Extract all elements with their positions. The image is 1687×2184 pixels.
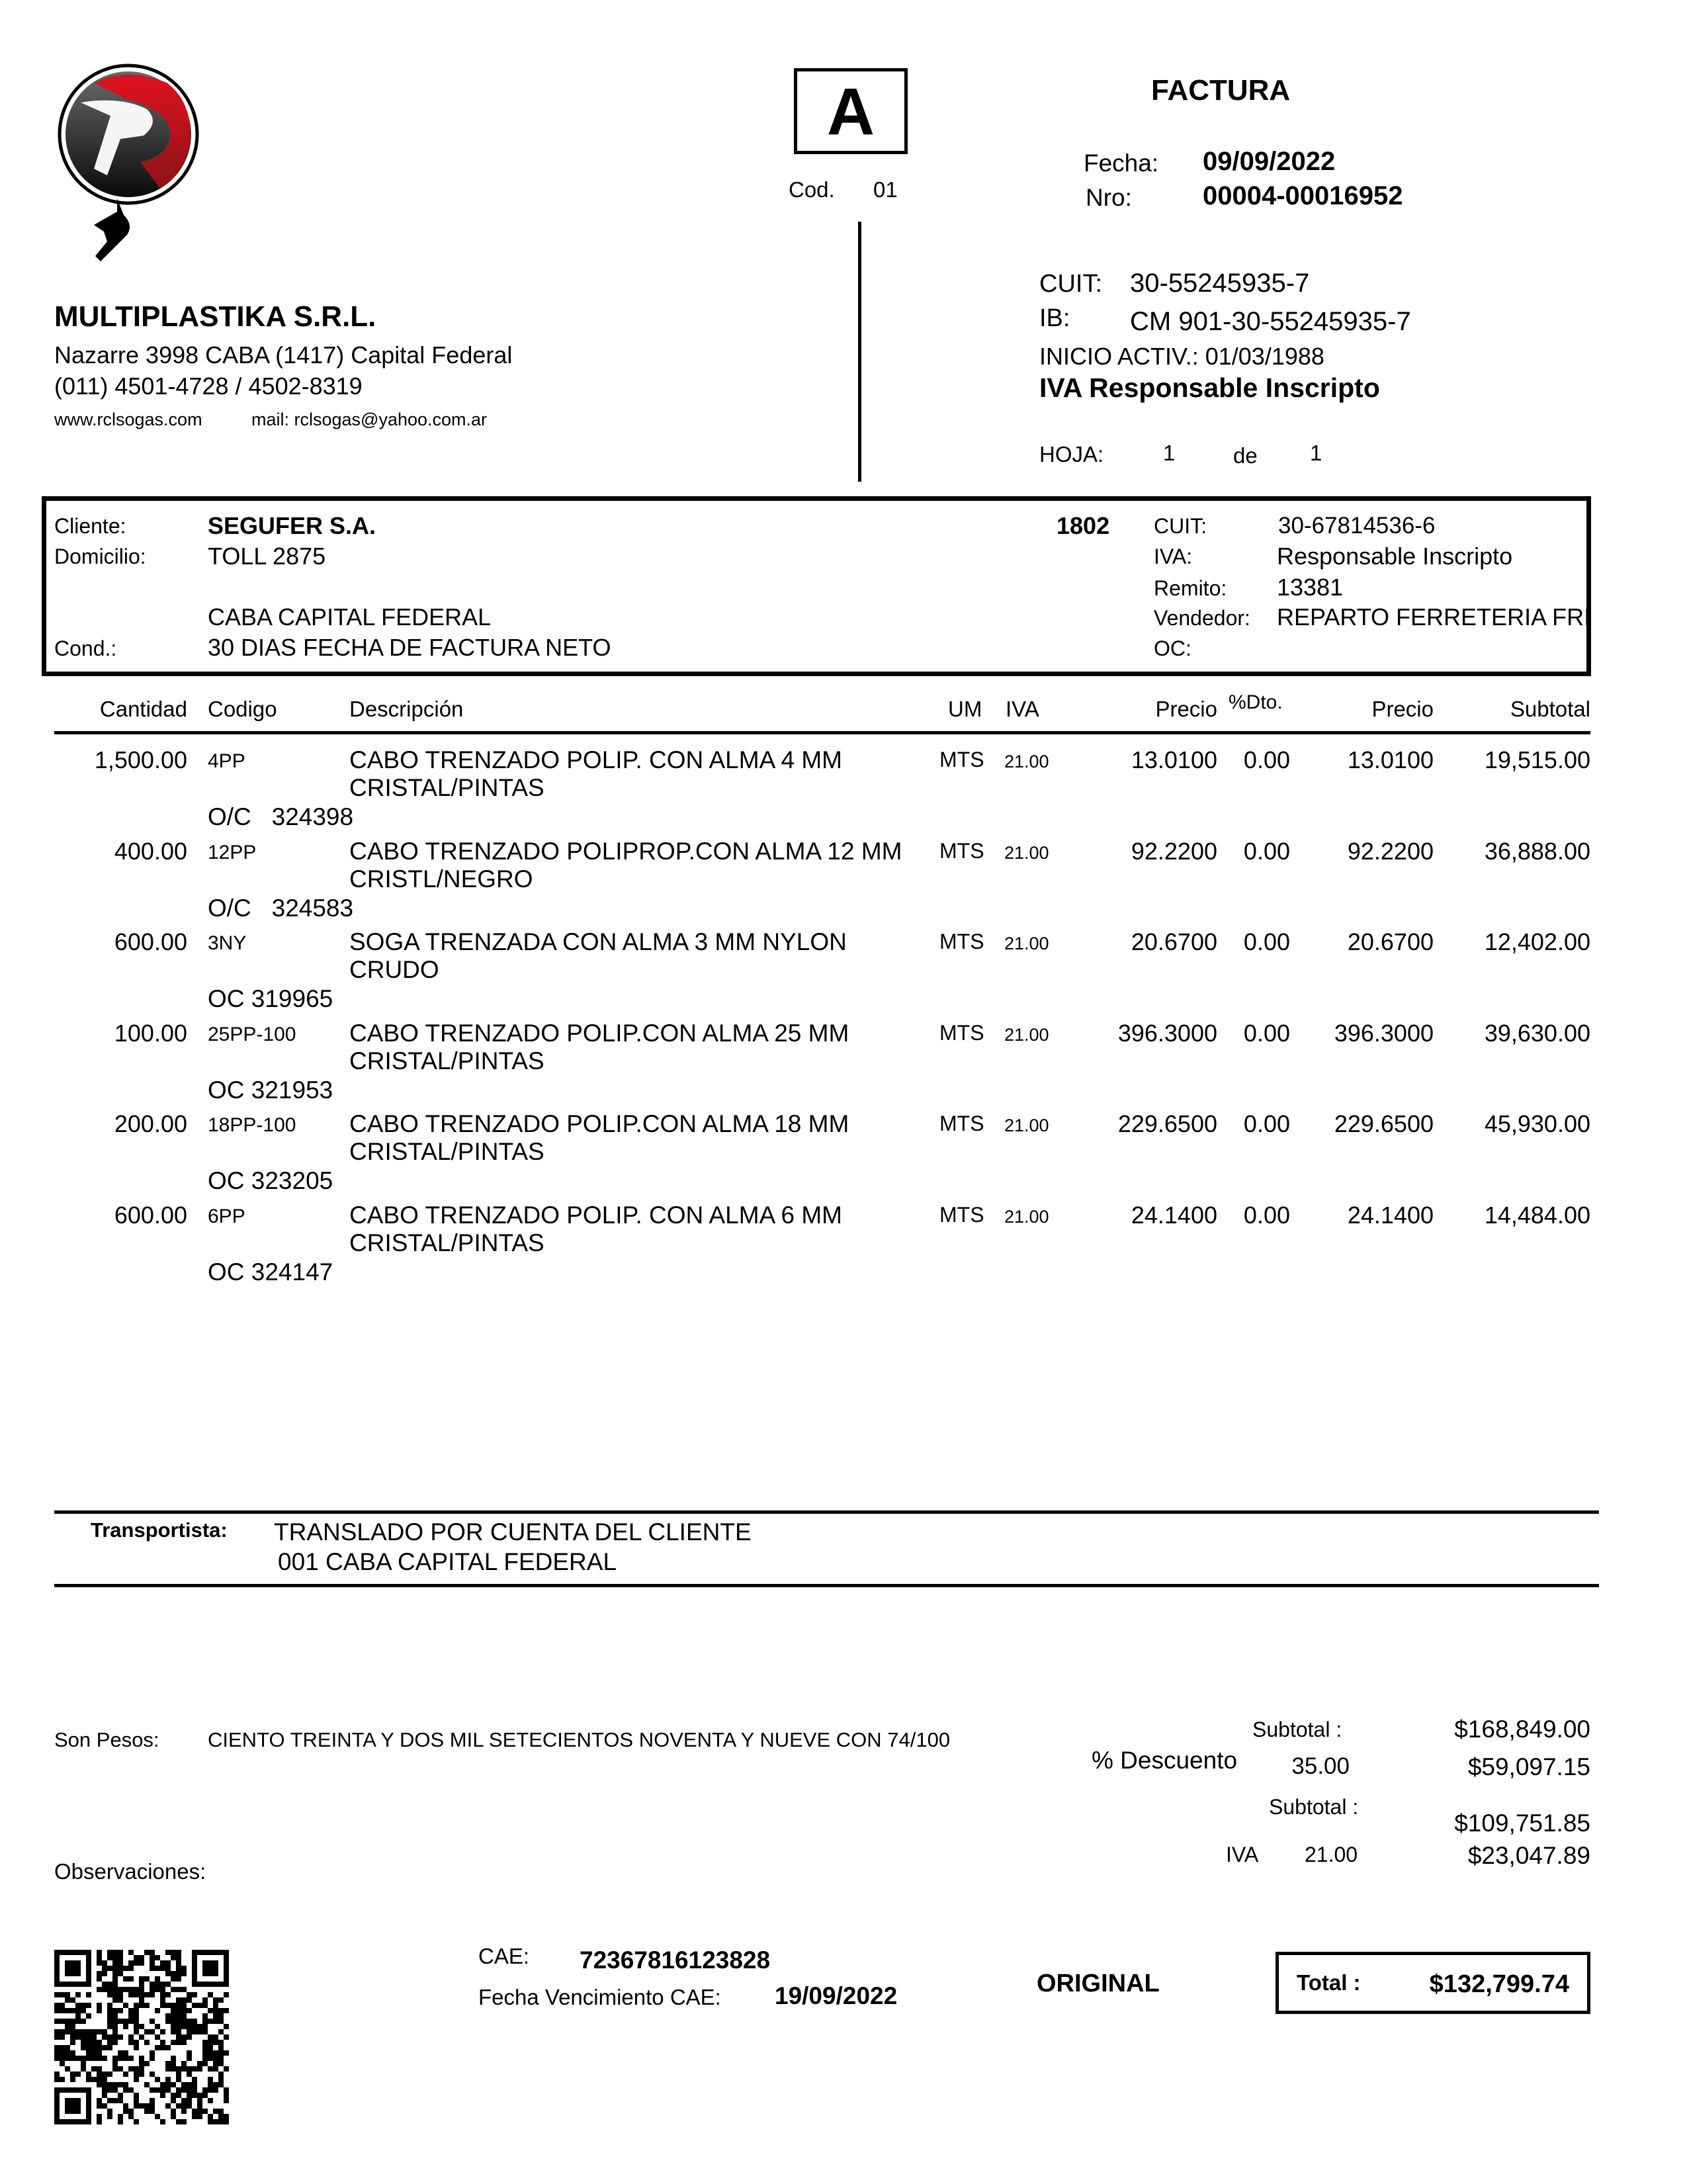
item-descuento: 0.00 [1243,1110,1290,1137]
item-orden-compra: O/C 324583 [208,895,354,922]
item-codigo: 4PP [208,750,245,772]
subtotal-2-label: Subtotal : [1269,1795,1359,1819]
item-subtotal: 19,515.00 [1484,746,1590,773]
item-codigo: 25PP-100 [208,1024,296,1045]
item-cantidad: 1,500.00 [94,746,187,773]
item-orden-compra: O/C 324398 [208,803,354,830]
item-precio-final: 24.1400 [1347,1201,1434,1229]
item-um: MTS [939,1021,984,1045]
col-header-precio-final: Precio [1371,697,1434,721]
item-descripcion-2: CRISTL/NEGRO [349,865,533,893]
company-name: MULTIPLASTIKA S.R.L. [54,300,376,333]
hoja-value: 1 [1163,441,1176,465]
item-orden-compra: OC 323205 [208,1167,333,1194]
son-pesos-label: Son Pesos: [54,1728,159,1751]
item-precio: 20.6700 [1131,928,1217,955]
item-subtotal: 36,888.00 [1484,838,1590,865]
transport-line-1: TRANSLADO POR CUENTA DEL CLIENTE [274,1518,752,1546]
item-precio: 13.0100 [1131,746,1217,773]
item-codigo: 6PP [208,1205,245,1227]
remito-value: 13381 [1277,574,1344,601]
oc-label: OC: [1154,636,1191,660]
item-iva: 21.00 [1004,1207,1049,1227]
item-codigo: 18PP-100 [208,1114,296,1136]
localidad-value: CABA CAPITAL FEDERAL [208,603,492,631]
item-um: MTS [939,930,984,953]
item-um: MTS [939,1112,984,1135]
item-iva: 21.00 [1004,843,1049,863]
cliente-name: SEGUFER S.A. [208,512,376,539]
item-precio-final: 20.6700 [1347,928,1434,955]
fecha-label: Fecha: [1084,150,1159,177]
issuer-ib-label: IB: [1039,304,1070,332]
qr-code [54,1948,229,2126]
item-descripcion-2: CRISTAL/PINTAS [349,774,544,801]
vendedor-value: REPARTO FERRETERIA FRI [1277,603,1591,631]
item-descripcion: CABO TRENZADO POLIP. CON ALMA 6 MM [349,1201,842,1229]
total-label: Total : [1297,1970,1361,1995]
item-precio-final: 229.6500 [1334,1110,1434,1137]
company-logo [54,63,206,268]
client-cuit-label: CUIT: [1154,514,1207,538]
item-precio: 396.3000 [1117,1020,1217,1047]
item-orden-compra: OC 321953 [208,1076,333,1104]
item-subtotal: 45,930.00 [1484,1110,1590,1137]
item-orden-compra: OC 319965 [208,985,333,1012]
descuento-value: $59,097.15 [1467,1753,1590,1780]
remito-label: Remito: [1154,576,1227,600]
transport-line-2: 001 CABA CAPITAL FEDERAL [278,1548,617,1575]
cliente-label: Cliente: [54,514,126,538]
voucher-letter: A [826,75,875,149]
table-header-rule [54,731,1590,734]
cae-value: 72367816123828 [580,1946,771,1974]
item-precio: 92.2200 [1131,838,1217,865]
transport-bottom-rule [54,1584,1599,1587]
item-descripcion: SOGA TRENZADA CON ALMA 3 MM NYLON [349,928,847,955]
document-title: FACTURA [1151,74,1291,107]
item-precio-final: 13.0100 [1347,746,1434,773]
hoja-total: 1 [1310,441,1322,465]
item-descuento: 0.00 [1243,1201,1290,1229]
cod-label: Cod. [789,177,835,202]
item-descripcion-2: CRISTAL/PINTAS [349,1229,544,1256]
transport-label: Transportista: [91,1518,228,1542]
company-website: www.rclsogas.com [54,410,202,429]
descuento-label: % Descuento [1092,1747,1238,1774]
transport-top-rule [54,1510,1599,1514]
iva-value: $23,047.89 [1467,1842,1590,1869]
item-um: MTS [939,839,984,863]
col-header-subtotal: Subtotal [1510,697,1590,721]
col-header-um: UM [948,697,982,721]
item-subtotal: 14,484.00 [1484,1201,1590,1229]
item-cantidad: 600.00 [114,928,187,955]
client-iva: Responsable Inscripto [1277,543,1513,570]
cond-label: Cond.: [54,636,117,660]
item-cantidad: 400.00 [114,838,187,865]
item-iva: 21.00 [1004,934,1049,953]
item-precio: 229.6500 [1117,1110,1217,1137]
issuer-cuit: 30-55245935-7 [1130,269,1310,298]
iva-label: IVA [1226,1843,1259,1866]
hoja-label: HOJA: [1039,442,1104,466]
item-codigo: 12PP [208,842,257,863]
header-divider [858,222,861,482]
item-precio-final: 396.3000 [1334,1020,1434,1047]
item-descripcion-2: CRISTAL/PINTAS [349,1138,544,1165]
item-cantidad: 200.00 [114,1110,187,1137]
company-email: mail: rclsogas@yahoo.com.ar [251,410,488,429]
copy-type: ORIGINAL [1037,1970,1160,1997]
issuer-iva-condition: IVA Responsable Inscripto [1039,372,1380,403]
letter-box [794,68,908,154]
subtotal-2-value: $109,751.85 [1454,1810,1590,1837]
cae-label: CAE: [478,1944,530,1968]
item-descuento: 0.00 [1243,838,1290,865]
item-precio: 24.1400 [1131,1201,1217,1229]
client-cuit: 30-67814536-6 [1278,513,1436,539]
col-header-descuento: %Dto. [1229,691,1283,713]
col-header-precio: Precio [1155,697,1217,721]
subtotal-label: Subtotal : [1252,1718,1342,1741]
item-codigo: 3NY [208,932,247,954]
item-descripcion: CABO TRENZADO POLIP.CON ALMA 18 MM [349,1110,849,1137]
item-descripcion: CABO TRENZADO POLIP.CON ALMA 25 MM [349,1020,849,1047]
issuer-ib: CM 901-30-55245935-7 [1130,307,1411,336]
col-header-cantidad: Cantidad [99,697,187,721]
item-descripcion: CABO TRENZADO POLIPROP.CON ALMA 12 MM [349,838,902,865]
item-descripcion: CABO TRENZADO POLIP. CON ALMA 4 MM [349,746,842,773]
item-descuento: 0.00 [1243,746,1290,773]
item-um: MTS [939,1203,984,1227]
item-descripcion-2: CRUDO [349,956,439,983]
cond-value: 30 DIAS FECHA DE FACTURA NETO [208,634,611,661]
vendedor-label: Vendedor: [1154,606,1250,630]
cae-vencimiento-value: 19/09/2022 [775,1982,898,2009]
domicilio-value: TOLL 2875 [208,543,326,570]
item-subtotal: 12,402.00 [1484,928,1590,955]
item-descripcion-2: CRISTAL/PINTAS [349,1047,544,1074]
item-cantidad: 600.00 [114,1201,187,1229]
item-precio-final: 92.2200 [1347,838,1434,865]
fecha-value: 09/09/2022 [1203,147,1336,176]
item-orden-compra: OC 324147 [208,1258,333,1286]
cae-vencimiento-label: Fecha Vencimiento CAE: [478,1985,721,2009]
company-address: Nazarre 3998 CABA (1417) Capital Federal [54,341,513,369]
iva-percent: 21.00 [1305,1843,1358,1866]
hoja-de-label: de [1233,443,1258,468]
company-phone: (011) 4501-4728 / 4502-8319 [54,372,363,400]
domicilio-label: Domicilio: [54,545,146,568]
col-header-descripcion: Descripción [349,697,464,721]
issuer-cuit-label: CUIT: [1039,270,1102,298]
son-pesos-value: CIENTO TREINTA Y DOS MIL SETECIENTOS NOVENTA Y NUEVE CON 74/100 [208,1728,951,1751]
client-iva-label: IVA: [1154,545,1193,568]
item-iva: 21.00 [1004,1115,1049,1135]
item-cantidad: 100.00 [114,1020,187,1047]
nro-value: 00004-00016952 [1203,181,1403,210]
observaciones-label: Observaciones: [54,1859,206,1884]
item-descuento: 0.00 [1243,928,1290,955]
item-iva: 21.00 [1004,1025,1049,1045]
item-um: MTS [939,748,984,771]
total-value: $132,799.74 [1429,1970,1569,1998]
descuento-percent: 35.00 [1291,1753,1350,1779]
cod-value: 01 [873,177,898,202]
cliente-code: 1802 [1057,512,1110,539]
col-header-codigo: Codigo [208,697,277,721]
item-iva: 21.00 [1004,752,1049,771]
col-header-iva: IVA [1006,697,1039,721]
item-subtotal: 39,630.00 [1484,1020,1590,1047]
item-descuento: 0.00 [1243,1020,1290,1047]
nro-label: Nro: [1086,184,1132,211]
subtotal-value: $168,849.00 [1454,1716,1590,1743]
issuer-inicio-actividades: INICIO ACTIV.: 01/03/1988 [1039,343,1324,370]
